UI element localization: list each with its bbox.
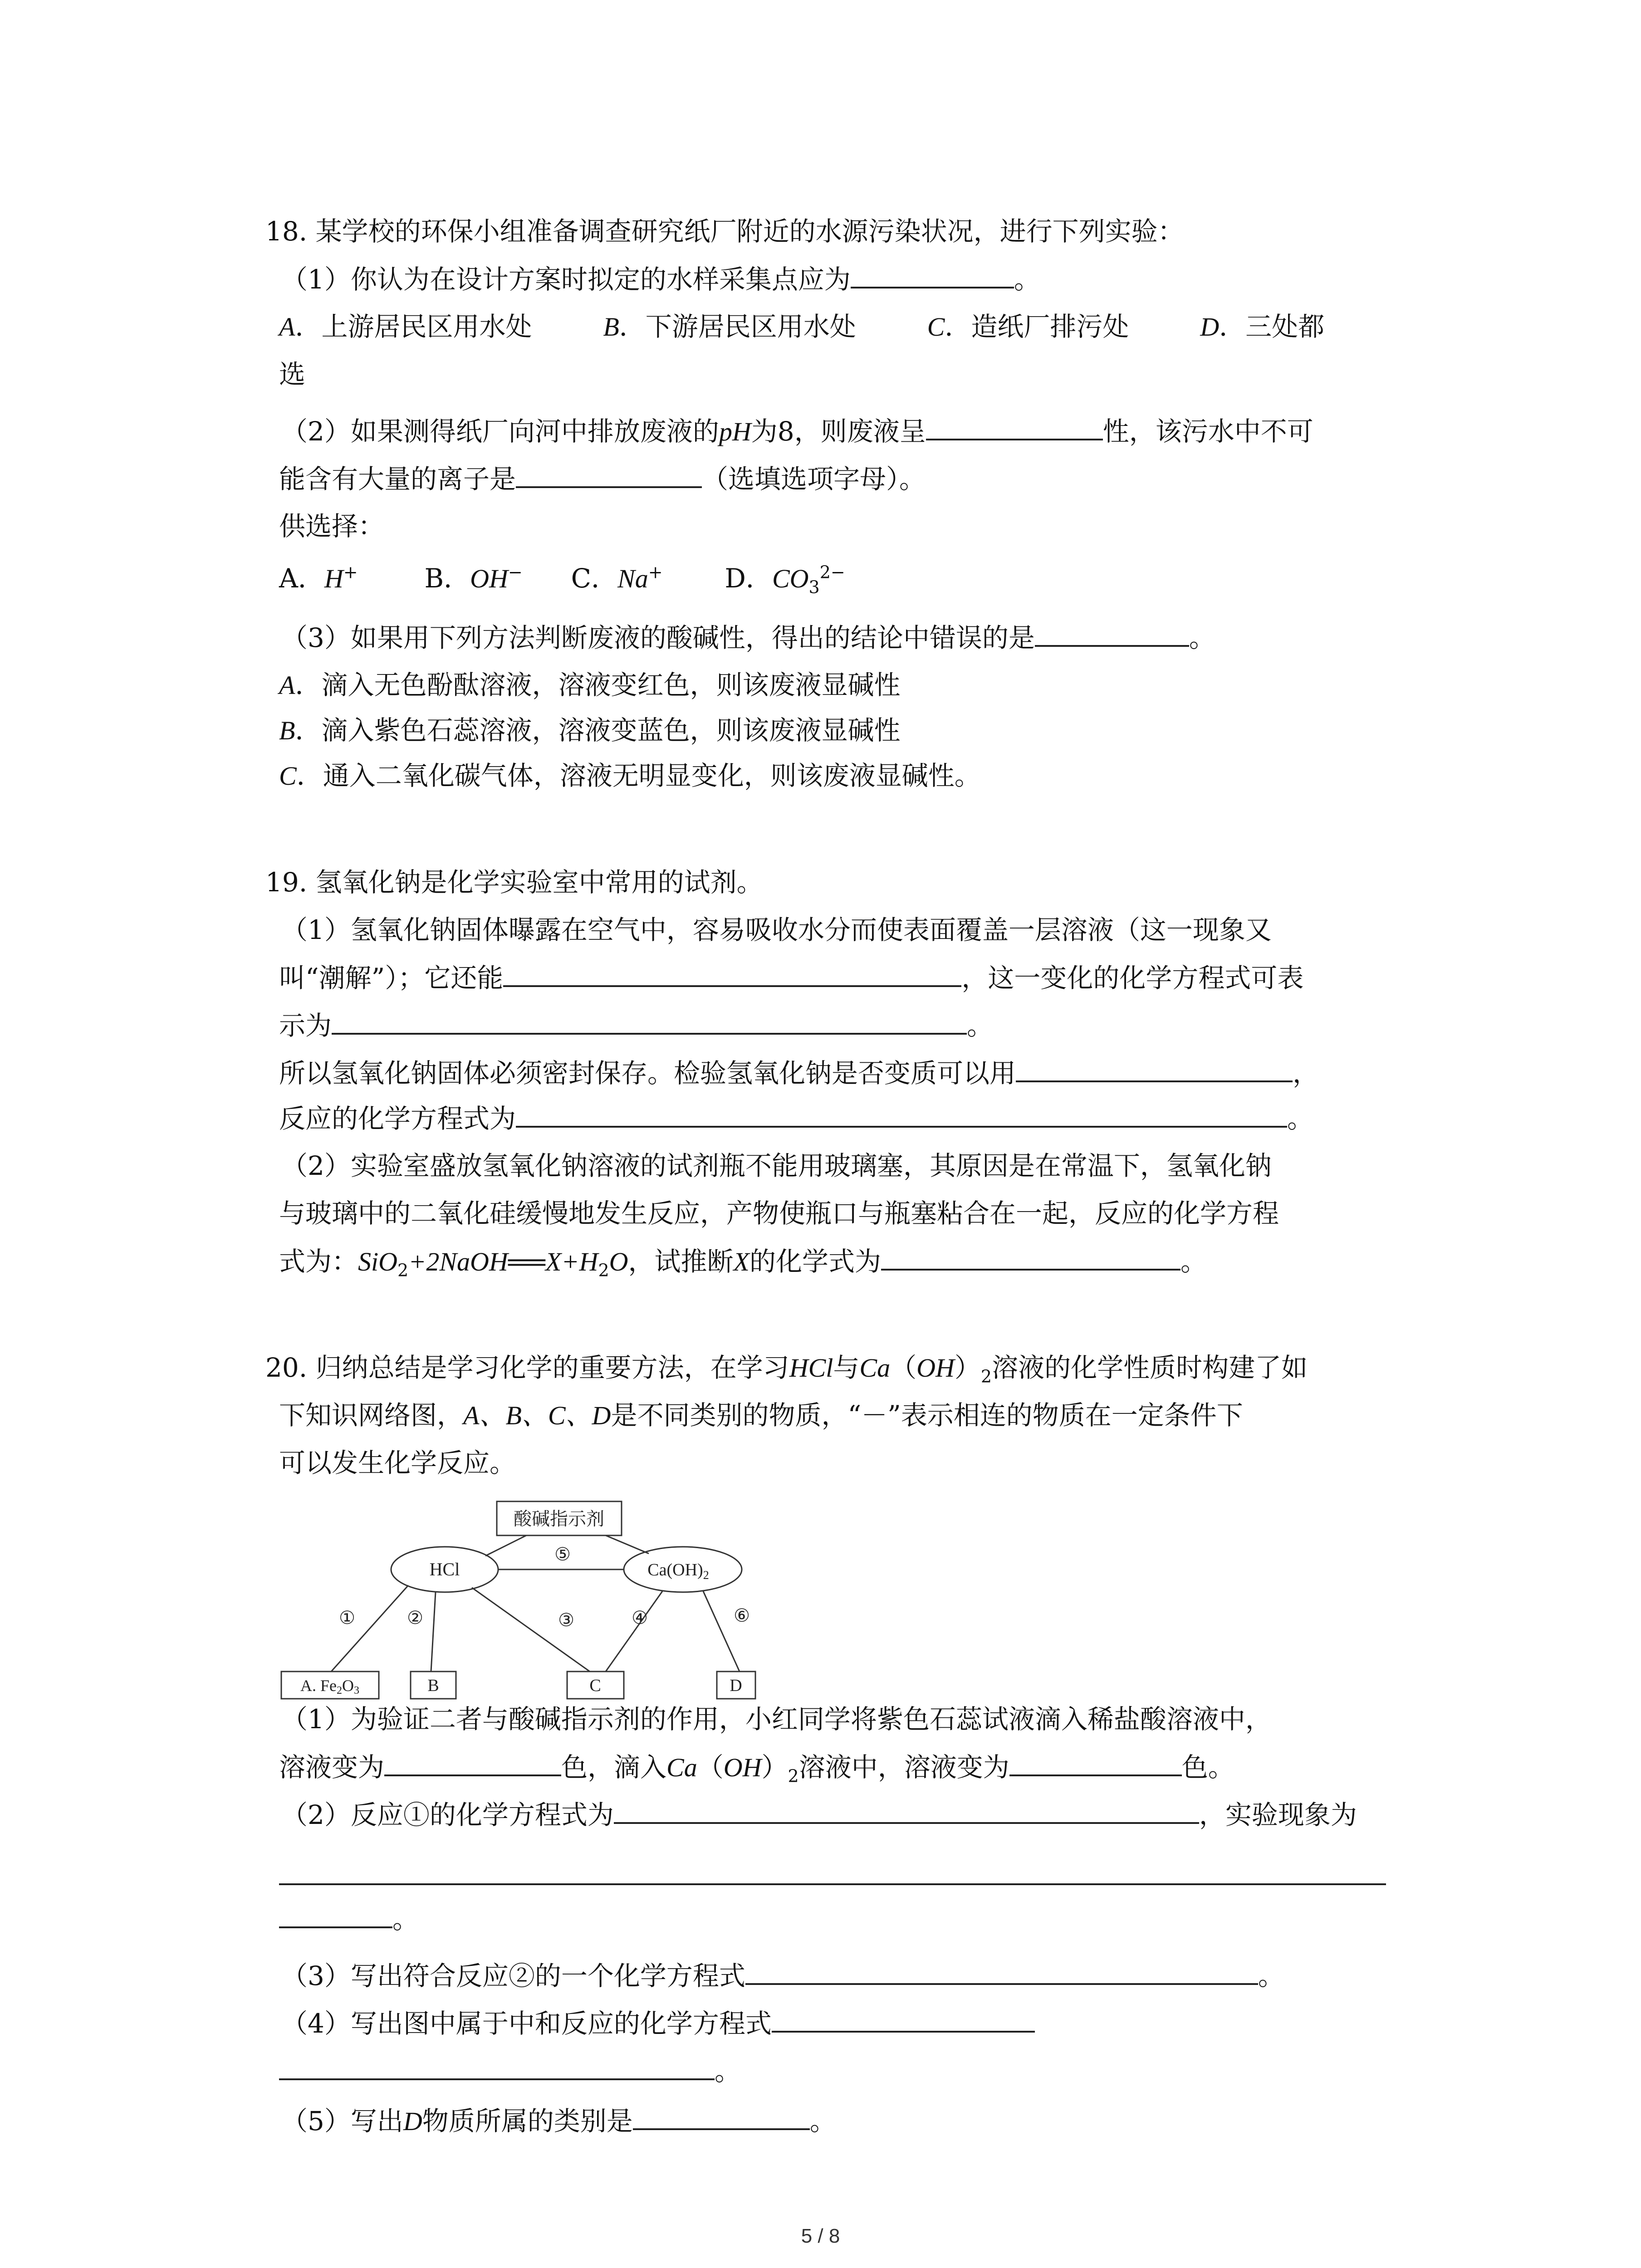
q18-opt3b: B．滴入紫色石蕊溶液，溶液变蓝色，则该废液显碱性: [279, 715, 901, 746]
q18-stem: 18. 某学校的环保小组准备调查研究纸厂附近的水源污染状况，进行下列实验：: [265, 216, 1184, 247]
q20-blank-3[interactable]: [614, 1799, 1199, 1824]
q19-part2-l2: 与玻璃中的二氧化硅缓慢地发生反应，产物使瓶口与瓶塞粘合在一起，反应的化学方程: [279, 1198, 1279, 1229]
q18-opt3c: C．通入二氧化碳气体，溶液无明显变化，则该废液显碱性。: [279, 760, 981, 791]
q18-supply: 供选择：: [279, 511, 385, 542]
reaction-6-label: ⑥: [734, 1605, 750, 1626]
q19-part2-l3: 式为：$SiO_2+2NaOH══X+H_2O$，试推断X的化学式为 。: [279, 1246, 1207, 1281]
q20-blank-7[interactable]: [772, 2007, 1035, 2033]
q18-blank-2[interactable]: [926, 415, 1103, 440]
q18-blank-1[interactable]: [851, 263, 1014, 288]
q19-blank-4[interactable]: [516, 1102, 1287, 1128]
knowledge-network-diagram: [272, 1492, 771, 1701]
q19-blank-2[interactable]: [332, 1009, 967, 1035]
q18-part1: （1）你认为在设计方案时拟定的水样采集点应为 。: [281, 264, 1040, 295]
q19-blank-5[interactable]: [881, 1245, 1181, 1271]
q18-opt3a: A．滴入无色酚酞溶液，溶液变红色，则该废液显碱性: [279, 670, 901, 700]
q19-blank-3[interactable]: [1016, 1057, 1293, 1082]
q18-ion-options: A．H+ B．OH− C．Na+ D．$CO_3^{2-}$: [279, 562, 845, 597]
q19-blank-1[interactable]: [503, 962, 961, 987]
q19-part1-l2: 叫“潮解”）；它还能 ，这一变化的化学方程式可表: [279, 963, 1304, 993]
reaction-5-label: ⑤: [554, 1544, 571, 1564]
q18-blank-3[interactable]: [516, 463, 702, 488]
q18-blank-4[interactable]: [1035, 621, 1189, 647]
q20-part4: （4）写出图中属于中和反应的化学方程式: [281, 2007, 1035, 2039]
caoh2-label: $Ca(OH)_2$: [647, 1560, 709, 1582]
reaction-4-label: ④: [632, 1608, 648, 1628]
box-b-label: B: [427, 1676, 439, 1695]
reaction-2-label: ②: [407, 1608, 423, 1628]
q20-stem-l3: 可以发生化学反应。: [279, 1447, 516, 1478]
q20-blank-2[interactable]: [1009, 1751, 1182, 1776]
q20-part4-cont: 。: [279, 2055, 741, 2087]
q20-blank-8[interactable]: [279, 2055, 715, 2080]
q19-stem: 19. 氢氧化钠是化学实验室中常用的试剂。: [265, 867, 763, 898]
q19-part1-l4: 所以氢氧化钠固体必须密封保存。检验氢氧化钠是否变质可以用 ，: [279, 1058, 1319, 1089]
q20-part2-cont2: 。: [279, 1903, 419, 1935]
hcl-label: HCl: [429, 1559, 460, 1579]
q19-part2-l1: （2）实验室盛放氢氧化钠溶液的试剂瓶不能用玻璃塞，其原因是在常温下，氢氧化钠: [281, 1150, 1272, 1181]
q20-part1-l1: （1）为验证二者与酸碱指示剂的作用，小红同学将紫色石蕊试液滴入稀盐酸溶液中，: [281, 1704, 1272, 1735]
q20-part5: （5）写出D物质所属的类别是 。: [281, 2106, 836, 2136]
q18-part2-line2: 能含有大量的离子是 （选填选项字母）。: [279, 464, 926, 494]
q19-part1-l3: 示为 。: [279, 1010, 994, 1041]
box-c-label: C: [589, 1676, 601, 1695]
q19-part1-l5: 反应的化学方程式为 。: [279, 1103, 1314, 1134]
q20-stem-l2: 下知识网络图，A、B、C、D是不同类别的物质，“－”表示相连的物质在一定条件下: [279, 1400, 1243, 1431]
q20-part2: （2）反应①的化学方程式为 ，实验现象为: [281, 1799, 1357, 1830]
page-number: 5 / 8: [801, 2225, 840, 2247]
box-d-label: D: [730, 1676, 742, 1695]
q20-part2-cont: [279, 1860, 1386, 1892]
q18-options-1-cont: 选: [279, 359, 306, 390]
reaction-3-label: ③: [558, 1610, 574, 1630]
reaction-1-label: ①: [339, 1608, 355, 1628]
q20-blank-6[interactable]: [745, 1960, 1258, 1985]
indicator-label: 酸碱指示剂: [514, 1509, 604, 1529]
q20-part3: （3）写出符合反应②的一个化学方程式 。: [281, 1960, 1284, 1991]
q20-stem-l1: 20. 归纳总结是学习化学的重要方法，在学习HCl与$Ca(OH)_2$溶液的化学性质时构建了如: [265, 1352, 1308, 1387]
q19-part1-l1: （1）氢氧化钠固体曝露在空气中，容易吸收水分而使表面覆盖一层溶液（这一现象又: [281, 914, 1272, 945]
q20-blank-5[interactable]: [279, 1903, 392, 1928]
q20-blank-4[interactable]: [279, 1860, 1386, 1885]
q18-options-1: A．上游居民区用水处 B．下游居民区用水处 C．造纸厂排污处 D．三处都: [279, 311, 1325, 342]
q20-blank-9[interactable]: [633, 2105, 810, 2130]
q20-part1-l2: 溶液变为 色，滴入$Ca(OH)_2$溶液中，溶液变为 色。: [279, 1752, 1234, 1786]
q20-blank-1[interactable]: [384, 1751, 561, 1776]
q18-part2: （2）如果测得纸厂向河中排放废液的pH为8，则废液呈 性，该污水中不可: [281, 416, 1313, 447]
box-a-label: A. Fe2O3: [300, 1677, 359, 1696]
q18-part3: （3）如果用下列方法判断废液的酸碱性，得出的结论中错误的是 。: [281, 622, 1215, 653]
